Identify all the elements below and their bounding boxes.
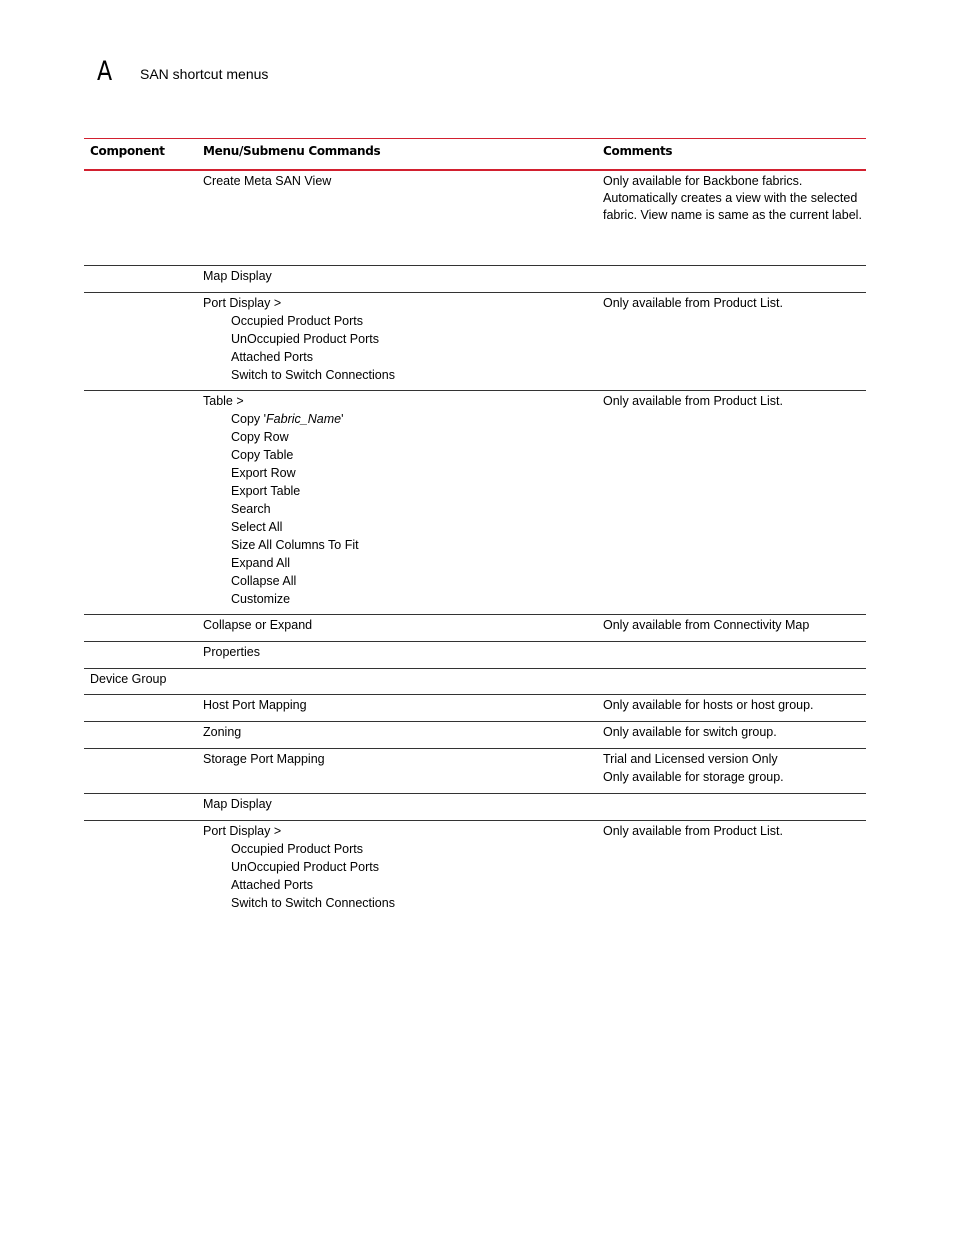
comment-line: Trial and Licensed version Only [603,752,778,766]
comment-line: Only available from Product List. [603,824,783,838]
command-cell [203,172,331,190]
menu-command: Port Display > [203,296,282,310]
table-row [84,171,866,266]
table-row [84,293,866,391]
comments-cell [603,392,863,410]
command-cell [203,750,325,768]
comments-cell [603,696,863,714]
submenu-command: Copy 'Fabric_Name' [231,412,344,426]
shortcut-menu-table [84,138,866,915]
section-title: SAN shortcut menus [140,66,269,82]
submenu-command: Occupied Product Ports [231,842,364,856]
comment-line: Automatically creates a view with the selected fabric. View name is same as the current label. [603,191,862,222]
command-cell [203,795,272,813]
comments-cell [603,172,863,223]
submenu-command: Export Table [231,484,301,498]
submenu-command: Export Row [231,466,296,480]
command-cell [203,696,307,714]
comment-line: Only available for hosts or host group. [603,698,814,712]
command-cell [203,822,395,912]
comments-cell [603,750,863,786]
menu-command: Map Display [203,269,272,283]
table-row [84,749,866,794]
column-header-comments: Comments [603,144,673,158]
command-cell [203,616,312,634]
submenu-command: Expand All [231,556,291,570]
command-cell [203,723,241,741]
command-cell [203,392,359,608]
comment-line: Only available for Backbone fabrics. [603,174,803,188]
menu-command: Table > [203,394,244,408]
comment-line: Only available from Connectivity Map [603,618,810,632]
submenu-command: Copy Table [231,448,294,462]
submenu-command: Attached Ports [231,350,313,364]
comment-line: Only available from Product List. [603,296,783,310]
menu-command: Zoning [203,725,242,739]
command-cell [203,643,260,661]
table-row [84,722,866,749]
comment-line: Only available from Product List. [603,394,783,408]
submenu-command: Size All Columns To Fit [231,538,359,552]
menu-command: Map Display [203,797,272,811]
submenu-command: Search [231,502,271,516]
comments-cell [603,723,863,741]
menu-command: Port Display > [203,824,282,838]
table-row [84,615,866,642]
menu-command: Storage Port Mapping [203,752,325,766]
command-cell [203,294,395,384]
table-row [84,794,866,821]
table-header [84,138,866,171]
submenu-command: Attached Ports [231,878,313,892]
table-body [84,171,866,915]
submenu-command: Switch to Switch Connections [231,368,395,382]
command-cell [203,267,272,285]
submenu-command: Customize [231,592,291,606]
table-row [84,821,866,915]
comments-cell [603,616,863,634]
column-header-commands: Menu/Submenu Commands [203,144,381,158]
table-row [84,669,866,695]
menu-command: Create Meta SAN View [203,174,332,188]
table-row [84,642,866,669]
component-cell [90,670,166,688]
appendix-letter: A [97,56,113,87]
submenu-command: UnOccupied Product Ports [231,860,379,874]
component-label: Device Group [90,672,167,686]
table-row [84,266,866,293]
submenu-command: Select All [231,520,283,534]
submenu-command: Occupied Product Ports [231,314,364,328]
menu-command: Host Port Mapping [203,698,307,712]
comment-line: Only available for switch group. [603,725,777,739]
column-header-component: Component [90,144,165,158]
submenu-command: Copy Row [231,430,289,444]
menu-command: Collapse or Expand [203,618,313,632]
menu-command: Properties [203,645,260,659]
submenu-command: Switch to Switch Connections [231,896,395,910]
table-row [84,391,866,615]
comments-cell [603,822,863,840]
submenu-command: Collapse All [231,574,297,588]
comments-cell [603,294,863,312]
submenu-command: UnOccupied Product Ports [231,332,379,346]
table-row [84,695,866,722]
comment-line: Only available for storage group. [603,770,784,784]
